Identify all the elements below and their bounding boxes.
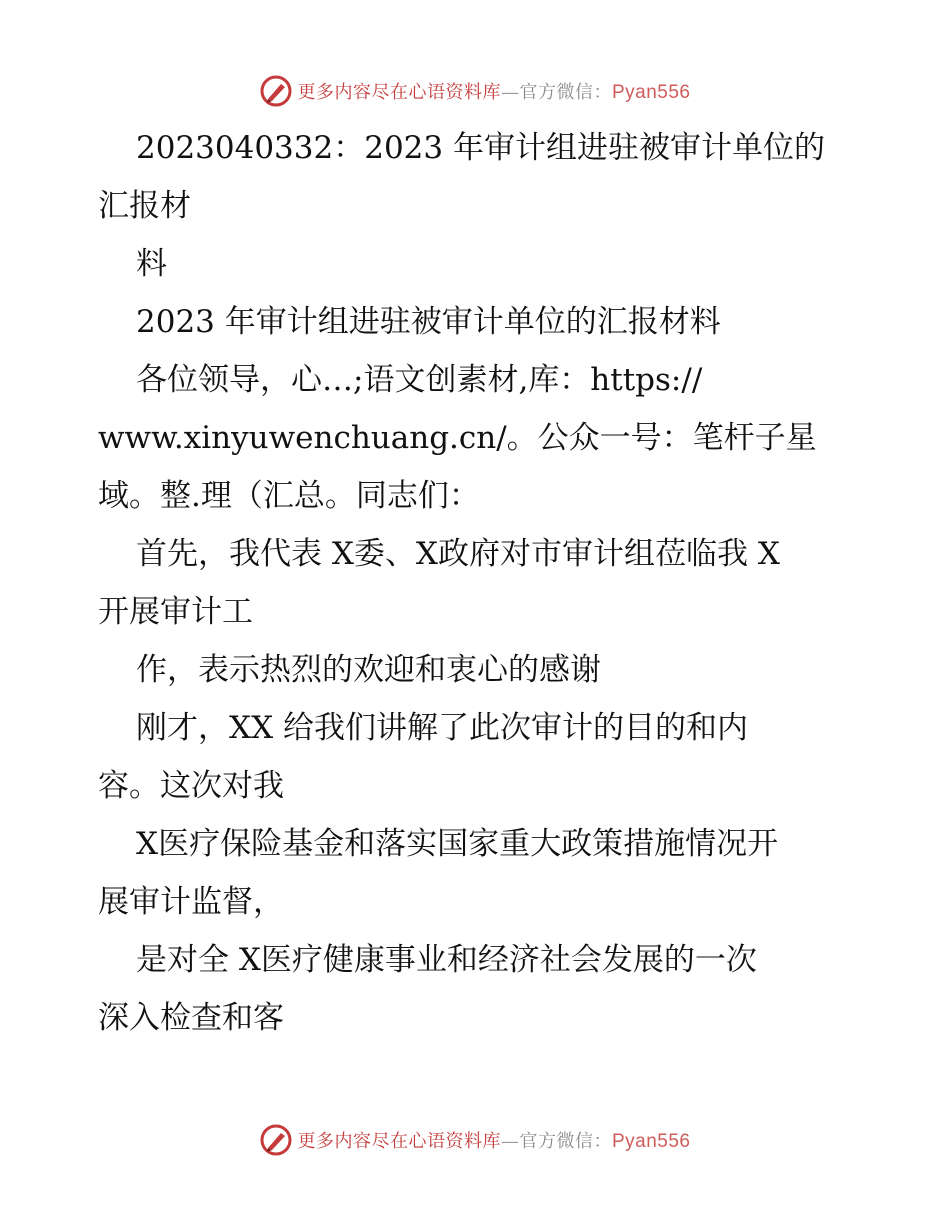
text-line: X医疗保险基金和落实国家重大政策措施情况开 <box>136 826 779 862</box>
text-line: www.xinyuwenchuang.cn/。公众一号：笔杆子星 <box>98 420 817 456</box>
text-line: 域。整.理（汇总。同志们： <box>98 478 480 514</box>
text-line: 深入检查和客 <box>98 1000 284 1036</box>
watermark-text: 更多内容尽在心语资料库—官方微信：Pyan556 <box>297 1131 691 1152</box>
text-line: 容。这次对我 <box>98 768 284 804</box>
text-line: 展审计监督， <box>98 884 284 920</box>
text-line: 开展审计工 <box>98 594 253 630</box>
header-watermark <box>0 71 950 111</box>
pen-logo-icon <box>259 74 293 108</box>
pen-logo-icon <box>259 1123 293 1157</box>
text-line: 料 <box>136 246 167 282</box>
text-line: 刚才，XX 给我们讲解了此次审计的目的和内 <box>136 710 748 746</box>
watermark-text: 更多内容尽在心语资料库—官方微信：Pyan556 <box>297 82 691 103</box>
text-line: 是对全 X医疗健康事业和经济社会发展的一次 <box>136 942 757 978</box>
text-line: 2023 年审计组进驻被审计单位的汇报材料 <box>136 304 721 340</box>
text-line: 汇报材 <box>98 188 191 224</box>
text-line: 2023040332：2023 年审计组进驻被审计单位的 <box>136 130 825 166</box>
text-line: 作，表示热烈的欢迎和衷心的感谢 <box>136 652 601 688</box>
footer-watermark <box>0 1120 950 1160</box>
text-line: 首先，我代表 X委、X政府对市审计组莅临我 X <box>136 536 780 572</box>
text-line: 各位领导，心…;语文创素材,库：https:// <box>136 362 703 398</box>
